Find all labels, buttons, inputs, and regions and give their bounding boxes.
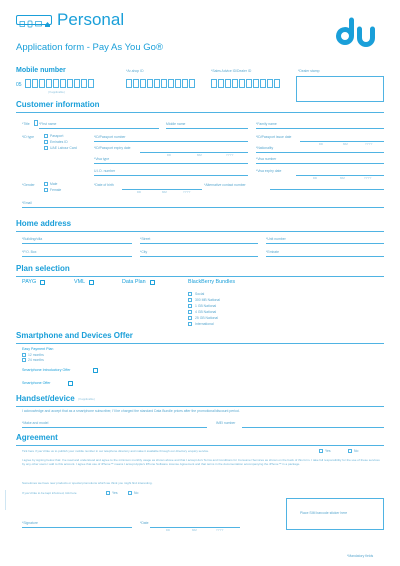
email-field[interactable]: [22, 207, 384, 208]
bb-option-checkbox[interactable]: [188, 316, 192, 320]
date-mm: MM: [192, 528, 197, 532]
issue-mm: MM: [343, 142, 348, 146]
uid-number-label: U.I.D. number: [94, 169, 116, 173]
bb-option-checkbox[interactable]: [188, 298, 192, 302]
alt-contact-field[interactable]: [270, 189, 384, 190]
id-type-emirates-checkbox[interactable]: [44, 140, 48, 144]
gender-female-checkbox[interactable]: [44, 188, 48, 192]
id-type-labour-label: UAE Labour Card: [50, 146, 77, 150]
bb-option-checkbox[interactable]: [188, 310, 192, 314]
service-icons: [17, 19, 53, 29]
keep-informed-text: If you’d like to be kept informed, tick here: [22, 491, 77, 495]
section-divider: [16, 231, 384, 232]
bb-option-label: 4 GB National: [195, 310, 217, 314]
first-name-label: *First name: [39, 122, 57, 126]
signature-label: *Signature: [22, 521, 38, 525]
phone-icon: [28, 21, 32, 27]
gender-male-checkbox[interactable]: [44, 182, 48, 186]
middle-name-field[interactable]: [166, 128, 248, 129]
dob-label: *Date of birth: [94, 183, 114, 187]
id-passport-number-field[interactable]: [94, 141, 248, 142]
family-name-label: *Family name: [256, 122, 277, 126]
directory-yes-checkbox[interactable]: [319, 449, 323, 453]
bb-option-label: 25 GB National: [195, 316, 218, 320]
dealer-stamp-box[interactable]: [296, 76, 384, 102]
promotions-text: Sometimes we have new products or special promotions which we think you might find interesting.: [22, 481, 153, 485]
terms-text: I agree by signing below that: I’ve read and understood and agree to the minimum monthly usage as shown above and that I accept du’s Terms and Conditions for Consumer Services as shown on the back of this form. I take full responsibility for the use of these services by any other users I add to this account. I agree that use of iPhone™ means I accept Apple’s iPhone Software License Agreement and that terms in the documentation accompanying the iPhone™ in a package.: [22, 458, 380, 466]
city-field[interactable]: [140, 256, 258, 257]
middle-name-label: Middle name: [166, 122, 186, 126]
plan-payg-checkbox[interactable]: [40, 280, 45, 285]
expiry-yyyy: YYYY: [226, 153, 234, 157]
uid-number-field[interactable]: [94, 175, 248, 176]
directory-no-label: No: [354, 449, 359, 453]
handset-if-applicable: (If applicable): [78, 397, 95, 401]
email-label: *Email: [22, 201, 32, 205]
keep-informed-no-label: No: [134, 491, 139, 495]
visa-type-label: *Visa type: [94, 157, 110, 161]
offer-label: Smartphone Offer: [22, 381, 51, 385]
keep-informed-yes-label: Yes: [112, 491, 118, 495]
street-label: *Street: [140, 237, 151, 241]
mobile-prefix: 05: [16, 82, 22, 88]
sales-advisor-id-label: *Sales Advice ID/Dealer ID: [211, 69, 252, 73]
imei-field[interactable]: [242, 427, 384, 428]
title-field[interactable]: [34, 120, 38, 126]
nationality-label: *Nationality: [256, 146, 274, 150]
bb-option-label: 1 GB National: [195, 304, 217, 308]
keep-informed-no-checkbox[interactable]: [128, 491, 132, 495]
directory-yes-label: Yes: [325, 449, 331, 453]
visa-dd: DD: [313, 176, 318, 180]
make-model-field[interactable]: [22, 427, 207, 428]
make-model-label: *Make and model: [22, 421, 49, 425]
alt-contact-label: *Alternative contact number: [204, 183, 246, 187]
directory-text: Tick here if you’d like us to publish your mobile number in our telephone directory and make it available through our directory enquiry service.: [22, 449, 209, 453]
section-divider: [16, 343, 384, 344]
plan-data-checkbox[interactable]: [150, 280, 155, 285]
epp-12-checkbox[interactable]: [22, 353, 26, 357]
title-label: *Title: [22, 122, 30, 126]
home-icon: [45, 22, 50, 27]
building-field[interactable]: [22, 243, 132, 244]
agreement-heading: Agreement: [16, 433, 58, 442]
plan-vml-checkbox[interactable]: [89, 280, 94, 285]
section-divider: [16, 112, 384, 113]
bb-option-checkbox[interactable]: [188, 304, 192, 308]
side-code: [5, 490, 8, 510]
intro-offer-label: Smartphone Introductory Offer: [22, 368, 71, 372]
unit-label: *Unit number: [266, 237, 286, 241]
bb-option-label: Social: [195, 292, 205, 296]
plan-data-label: Data Plan: [122, 279, 146, 285]
page-title: Personal: [57, 10, 125, 29]
id-type-label: *ID type: [22, 135, 35, 139]
tv-icon: [36, 22, 42, 27]
ar-shop-id-label: *Ar-shop ID: [126, 69, 144, 73]
issue-dd: DD: [319, 142, 324, 146]
date-dd: DD: [166, 528, 171, 532]
epp-24-checkbox[interactable]: [22, 358, 26, 362]
visa-type-field[interactable]: [94, 163, 248, 164]
section-divider: [16, 445, 384, 446]
header-icons: [16, 15, 52, 25]
gender-female-label: Female: [50, 188, 62, 192]
visa-expiry-label: *Visa expiry date: [256, 169, 282, 173]
building-label: *Building/villa: [22, 237, 43, 241]
date-label: *Date: [140, 521, 149, 525]
section-divider: [16, 406, 384, 407]
plan-selection-heading: Plan selection: [16, 264, 70, 273]
home-address-heading: Home address: [16, 219, 72, 228]
intro-offer-checkbox[interactable]: [93, 368, 98, 373]
expiry-mm: MM: [197, 153, 202, 157]
bb-option-label: 300 MB National: [195, 298, 221, 302]
street-field[interactable]: [140, 243, 258, 244]
dob-dd: DD: [137, 190, 142, 194]
dealer-stamp-label: *Dealer stamp: [298, 69, 320, 73]
smartphone-heading: Smartphone and Devices Offer: [16, 331, 133, 340]
epp-24-label: 24 months: [28, 358, 44, 362]
id-type-labour-checkbox[interactable]: [44, 146, 48, 150]
offer-checkbox[interactable]: [68, 381, 73, 386]
visa-mm: MM: [340, 176, 345, 180]
bb-option-label: International: [195, 322, 214, 326]
unit-field[interactable]: [266, 243, 384, 244]
visa-yyyy: YYYY: [364, 176, 372, 180]
visa-number-label: *Visa number: [256, 157, 277, 161]
po-box-label: *P.O. Box: [22, 250, 37, 254]
keep-informed-yes-checkbox[interactable]: [106, 491, 110, 495]
dob-yyyy: YYYY: [183, 190, 191, 194]
sim-icon: [20, 22, 25, 27]
date-yyyy: YYYY: [216, 528, 224, 532]
id-type-passport-label: Passport: [50, 134, 64, 138]
sim-barcode-label: Place SIM barcode sticker here: [300, 511, 348, 515]
first-name-field[interactable]: [39, 128, 159, 129]
bb-bundles-heading: BlackBerry Bundles: [188, 279, 236, 285]
emirate-field[interactable]: [266, 256, 384, 257]
du-logo: [334, 17, 384, 51]
imei-label: IMEI number: [216, 421, 236, 425]
epp-label: Easy Payment Plan: [22, 347, 54, 351]
signature-field[interactable]: [22, 527, 132, 528]
mobile-number-label: Mobile number: [16, 67, 66, 74]
epp-12-label: 12 months: [28, 353, 44, 357]
id-issue-date-label: *ID/Passport issue date: [256, 135, 292, 139]
id-type-emirates-label: Emirates ID: [50, 140, 68, 144]
section-divider: [16, 276, 384, 277]
customer-info-heading: Customer information: [16, 100, 100, 109]
gender-label: *Gender: [22, 183, 35, 187]
emirate-label: *Emirate: [266, 250, 280, 254]
handset-heading: Handset/device: [16, 394, 75, 403]
issue-yyyy: YYYY: [365, 142, 373, 146]
plan-vml-label: VML: [74, 279, 86, 285]
city-label: *City: [140, 250, 148, 254]
expiry-dd: DD: [167, 153, 172, 157]
bb-option-checkbox[interactable]: [188, 322, 192, 326]
mandatory-note: *Mandatory fields: [347, 554, 374, 558]
gender-male-label: Male: [50, 182, 58, 186]
directory-no-checkbox[interactable]: [348, 449, 352, 453]
visa-number-field[interactable]: [256, 163, 384, 164]
po-box-field[interactable]: [22, 256, 132, 257]
family-name-field[interactable]: [256, 128, 384, 129]
form-subtitle: Application form - Pay As You Go®: [16, 42, 163, 53]
handset-ack-text: I acknowledge and accept that as a smartphone subscriber, I’ll be charged the standard Data Bundle prices after the promotional/discount period.: [22, 409, 240, 413]
bb-option-checkbox[interactable]: [188, 292, 192, 296]
dob-mm: MM: [162, 190, 167, 194]
if-applicable-note: (If applicable): [48, 90, 65, 94]
id-type-passport-checkbox[interactable]: [44, 134, 48, 138]
plan-payg-label: PAYG: [22, 279, 37, 285]
id-passport-number-label: *ID/Passport number: [94, 135, 126, 139]
id-expiry-date-label: *ID/Passport expiry date: [94, 146, 131, 150]
nationality-field[interactable]: [256, 152, 384, 153]
